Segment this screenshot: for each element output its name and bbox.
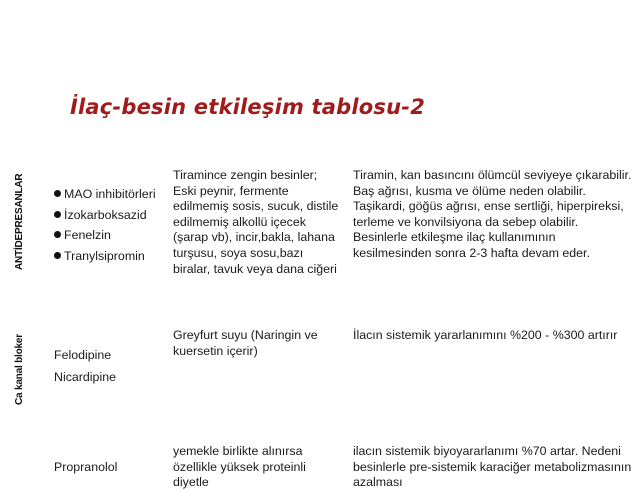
bullet-icon [54,231,61,238]
effect-text: ilacın sistemik biyoyararlanımı %70 artar. Nedeni besinlerle pre-sistemik karaciğer metabolizmasının azalması [353,444,632,490]
drug-name: Tranylsipromin [64,248,145,263]
category-label-calcium-channel-blocker: Ca kanal bloker [14,334,25,406]
drug-name: MAO inhibitörleri [64,187,156,201]
drug-list-item [54,208,166,224]
row1-effect [353,168,633,262]
drug-list-item [54,249,166,265]
food-text: yemekle birlikte alınırsa özellikle yüksek proteinli diyetle [173,444,306,490]
effect-text: İlacın sistemik yararlanımını %200 - %300 artırır [353,328,618,342]
row2-food [173,328,341,359]
slide-title: İlaç-besin etkileşim tablosu-2 [70,95,426,119]
bullet-icon [54,190,61,197]
row3-drugs [54,460,166,476]
drug-list-item [54,228,166,244]
food-text: Greyfurt suyu (Naringin ve kuersetin içerir) [173,328,318,358]
row2-effect [353,328,633,344]
drug-name: Propranolol [54,460,118,474]
drug-name: İzokarboksazid [64,207,147,222]
row1-food [173,168,341,277]
row3-food [173,444,341,491]
category-label-antidepressants: ANTİDEPRESANLAR [14,173,25,271]
food-text: Tiramince zengin besinler; Eski peynir, fermente edilmemiş sosis, sucuk, distile edilmemiş alkollü içecek (şarap vb), incir,bakla, lahana turşusu, soya sosu,bazı biralar, tavuk veya dana ciğeri [173,168,339,276]
effect-text: Tiramin, kan basıncını ölümcül seviyeye çıkarabilir. Baş ağrısı, kusma ve ölüme neden olabilir. Taşikardi, göğüs ağrısı, ense sertliği, hiperpireksi, terleme ve konvilsiyona da sebep olabilir. Besinlerle etkileşme ilaç kullanımının kesilmesinden sonra 2-3 hafta devam eder. [353,168,632,260]
bullet-icon [54,211,61,218]
row3-effect [353,444,633,491]
drug-name: Felodipine [54,348,112,362]
row2-drugs [54,348,166,391]
drug-name: Fenelzin [64,228,111,243]
bullet-icon [54,252,61,259]
drug-list-item [54,187,166,203]
drug-name: Nicardipine [54,369,116,384]
row1-drugs [54,187,166,264]
drug-list [54,187,166,264]
